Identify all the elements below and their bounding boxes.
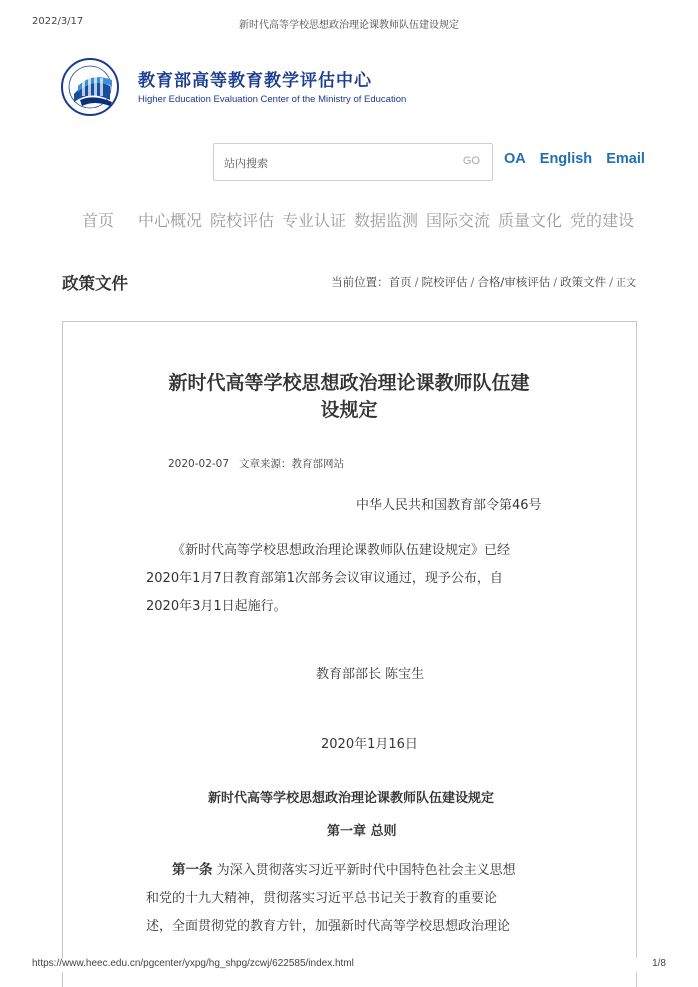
breadcrumb-policy-documents[interactable]: 政策文件 [560, 275, 607, 289]
breadcrumb-institution-evaluation[interactable]: 院校评估 [421, 275, 468, 289]
article-title [0, 370, 698, 424]
article-meta [168, 456, 344, 471]
breadcrumb-home[interactable]: 首页 [388, 275, 412, 289]
nav-party-building[interactable]: 党的建设 [570, 211, 635, 230]
article-title-line: 设规定 [320, 399, 378, 421]
breadcrumb-separator: / [609, 275, 613, 289]
print-date: 2022/3/17 [32, 16, 84, 27]
english-link[interactable]: English [539, 151, 593, 167]
ministry-order-number: 中华人民共和国教育部令第46号 [356, 498, 542, 513]
nav-data-monitoring[interactable]: 数据监测 [354, 211, 419, 230]
article-one-label: 第一条 [172, 862, 213, 878]
article-source: 文章来源：教育部网站 [239, 458, 345, 470]
search-box [213, 143, 493, 181]
announcement-line: 2020年1月7日教育部第1次部务会议审议通过，现予公布，自 [146, 571, 503, 586]
sign-date: 2020年1月16日 [321, 737, 418, 752]
breadcrumb-current: 正文 [616, 278, 636, 289]
breadcrumb-separator: / [470, 275, 475, 289]
breadcrumb-separator: / [414, 275, 419, 289]
print-page-number: 1/8 [652, 958, 666, 969]
nav-center-overview[interactable]: 中心概况 [138, 211, 203, 230]
print-footer [0, 958, 698, 972]
article-date: 2020-02-07 [168, 458, 230, 470]
article-title-line: 新时代高等学校思想政治理论课教师队伍建 [168, 372, 530, 394]
article-one-paragraph [146, 856, 516, 941]
print-title: 新时代高等学校思想政治理论课教师队伍建设规定 [239, 20, 459, 31]
nav-institution-evaluation[interactable]: 院校评估 [210, 211, 275, 230]
breadcrumb-prefix: 当前位置： [331, 275, 389, 289]
announcement-paragraph [146, 537, 510, 621]
logo-emblem-icon [60, 56, 132, 118]
nav-professional-certification[interactable]: 专业认证 [282, 211, 347, 230]
email-link[interactable]: Email [606, 151, 645, 167]
breadcrumb-separator: / [553, 275, 558, 289]
announcement-line: 《新时代高等学校思想政治理论课教师队伍建设规定》已经 [172, 543, 511, 558]
section-title: 政策文件 [62, 274, 128, 293]
nav-home[interactable]: 首页 [82, 211, 115, 230]
search-go-button[interactable]: GO [462, 155, 480, 167]
logo-english-name: Higher Education Evaluation Center of the Ministry of Education [138, 94, 407, 105]
article-one-line: 为深入贯彻落实习近平新时代中国特色社会主义思想 [216, 863, 516, 878]
article-one-line: 述，全面贯彻党的教育方针，加强新时代高等学校思想政治理论 [146, 919, 511, 934]
article-one-line: 和党的十九大精神，贯彻落实习近平总书记关于教育的重要论 [146, 891, 498, 906]
top-links [504, 151, 645, 167]
print-url: https://www.heec.edu.cn/pgcenter/yxpg/hg_shpg/zcwj/622585/index.html [32, 958, 354, 969]
announcement-line: 2020年3月1日起施行。 [146, 599, 287, 614]
chapter-heading: 第一章 总则 [327, 824, 397, 839]
regulation-title: 新时代高等学校思想政治理论课教师队伍建设规定 [208, 791, 495, 806]
signer: 教育部部长 陈宝生 [316, 667, 425, 682]
breadcrumb-qualification-audit[interactable]: 合格/审核评估 [477, 275, 551, 289]
logo-chinese-name: 教育部高等教育教学评估中心 [138, 71, 372, 91]
print-header [0, 16, 698, 30]
breadcrumb [331, 274, 636, 290]
site-logo[interactable] [60, 56, 407, 118]
nav-quality-culture[interactable]: 质量文化 [498, 211, 563, 230]
oa-link[interactable]: OA [504, 151, 526, 167]
search-input[interactable] [224, 153, 444, 173]
nav-international-exchange[interactable]: 国际交流 [426, 211, 491, 230]
